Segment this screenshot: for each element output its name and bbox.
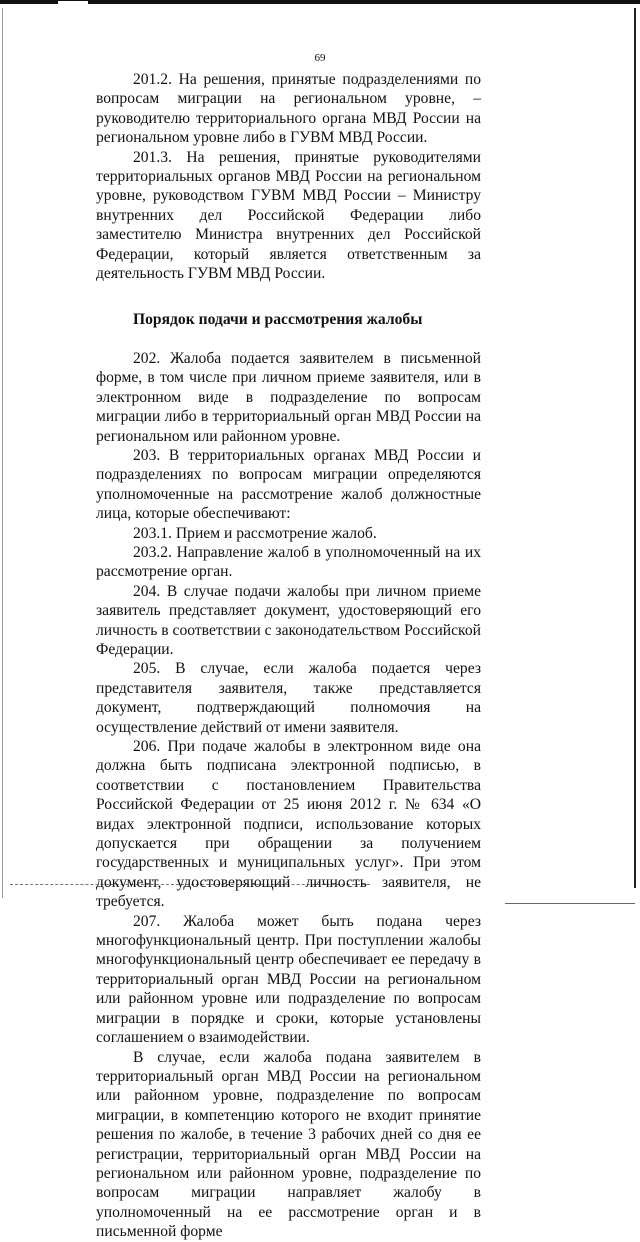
paragraph-201-3: 201.3. На решения, принятые руководителями территориальных органов МВД России на региональном уровне, руководством ГУВМ МВД России – Министру внутренних дел Российской Федерации либо заместителю Министра внутренних дел Российской Федерации, который является ответственным за деятельность ГУВМ МВД России. — [96, 148, 481, 283]
scan-artifact-line-right — [505, 903, 635, 904]
page-number: 69 — [314, 52, 326, 64]
paragraph-207-continued: В случае, если жалоба подана заявителем в территориальный орган МВД России на региональном или районном уровне, подразделение по вопросам миграции, в компетенцию которого не входит принятие решения по жалобе, в течение 3 рабочих дней со дня ее регистрации, территориальный орган МВД России на региональном или районном уровне, подразделение по вопросам миграции направляет жалобу в уполномоченный на ее рассмотрение орган и в письменной форме — [96, 1048, 481, 1241]
document-body — [96, 70, 481, 1242]
scan-border-left — [2, 8, 3, 898]
paragraph-203: 203. В территориальных органах МВД России и подразделениях по вопросам миграции определяются уполномоченные на рассмотрение жалоб должностные лица, которые обеспечивают: — [96, 446, 481, 523]
paragraph-203-2: 203.2. Направление жалоб в уполномоченный на их рассмотрение орган. — [96, 543, 481, 581]
paragraph-205: 205. В случае, если жалоба подается через представителя заявителя, также представляется документ, подтверждающий полномочия на осуществление действий от имени заявителя. — [96, 660, 481, 736]
paragraph-207: 207. Жалоба может быть подана через многофункциональный центр. При поступлении жалобы многофункциональный центр обеспечивает ее передачу в территориальный орган МВД России на региональном или районном уровне или подразделение по вопросам миграции в порядке и сроки, которые установлены соглашением о взаимодействии. — [96, 912, 481, 1047]
paragraph-206: 206. При подаче жалобы в электронном виде она должна быть подписана электронной подписью, в соответствии с постановлением Правительства Российской Федерации от 25 июня 2012 г. № 634 «О видах электронной подписи, использование которых допускается при обращении за получением государственных и муниципальных услуг». При этом документ, удостоверяющий личность заявителя, не требуется. — [96, 738, 481, 911]
scan-border-gap — [58, 1, 88, 4]
paragraph-204: 204. В случае подачи жалобы при личном приеме заявитель представляет документ, удостоверяющий его личность в соответствии с законодательством Российской Федерации. — [96, 582, 481, 658]
section-heading: Порядок подачи и рассмотрения жалобы — [133, 311, 423, 329]
paragraph-201-2: 201.2. На решения, принятые подразделениями по вопросам миграции на региональном уровне, – руководителю территориального органа МВД России на региональном уровне либо в ГУВМ МВД России. — [96, 71, 481, 147]
paragraph-202: 202. Жалоба подается заявителем в письменной форме, в том числе при личном приеме заявителя, или в электронном виде в подразделение по вопросам миграции либо в территориальный орган МВД России на региональном или районном уровне. — [96, 349, 481, 445]
scan-border-right — [634, 8, 636, 888]
paragraph-203-1: 203.1. Прием и рассмотрение жалоб. — [133, 524, 377, 542]
scan-border-top — [0, 0, 640, 4]
